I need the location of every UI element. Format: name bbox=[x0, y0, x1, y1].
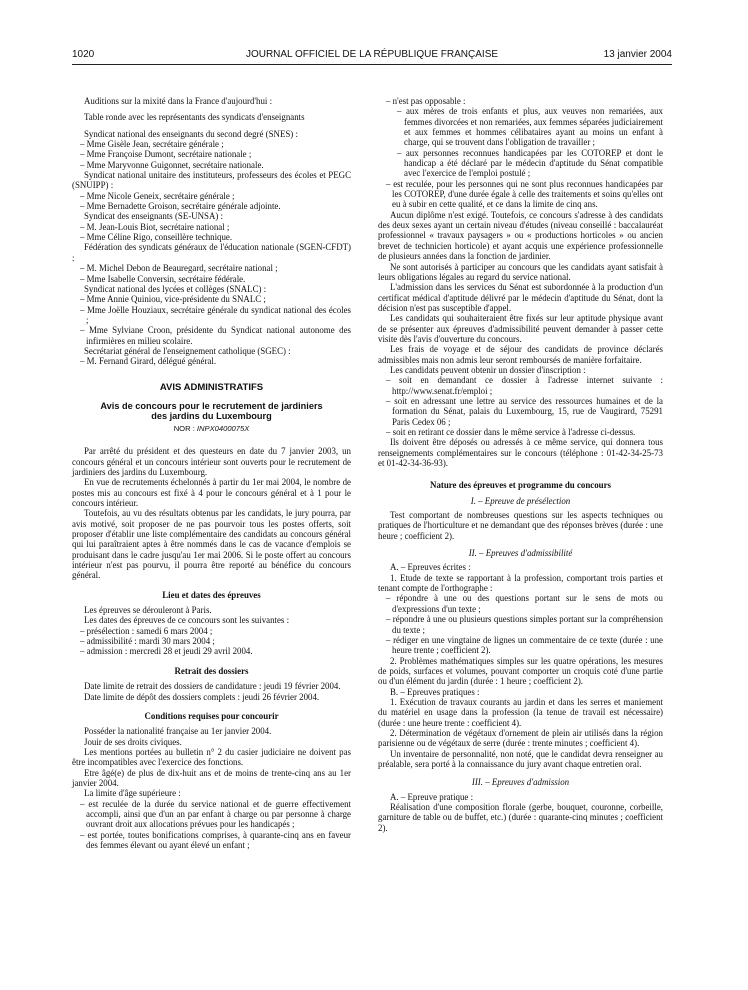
paragraph: Date limite de dépôt des dossiers complets : jeudi 26 février 2004. bbox=[84, 691, 320, 702]
list-item: – n'est pas opposable : bbox=[386, 96, 466, 106]
list-item: – Mme Céline Rigo, conseillère technique. bbox=[80, 232, 233, 243]
list-item: – M. Fernand Girard, délégué général. bbox=[80, 356, 217, 367]
issue-date: 13 janvier 2004 bbox=[603, 49, 672, 60]
list-item: – est reculée de la durée du service national et de guerre effectivement accompli, ainsi que d'un an par enfant à charge ou par personne à charge ouvrant droit aux allocations prévues pour les handicapés ; bbox=[80, 798, 351, 830]
paragraph: 2. Détermination de végétaux d'ornement de plein air utilisés dans la région parisienne ou de végétaux de serre (durée : trente minutes ; coefficient 4). bbox=[378, 727, 663, 749]
list-item: – Mme Joëlle Houziaux, secrétaire générale du syndicat national des écoles ; bbox=[80, 304, 351, 325]
list-item: – M. Jean-Louis Biot, secrétaire national ; bbox=[80, 221, 230, 232]
section-title: AVIS ADMINISTRATIFS bbox=[159, 381, 264, 393]
list-item: – soit en demandant ce dossier à l'adresse internet suivante : http://www.senat.fr/emploi ; bbox=[386, 375, 663, 396]
paragraph: Ils doivent être déposés ou adressés à ce même service, qui donnera tous renseignements complémentaires sur le concours (téléphone : 01-42-34-25-73 et 01-42-34-36-93). bbox=[378, 437, 663, 469]
paragraph: A. – Epreuves écrites : bbox=[390, 562, 471, 573]
section-heading: Retrait des dossiers bbox=[174, 665, 249, 676]
paragraph: Ne sont autorisés à participer au concours que les candidats ayant satisfait à leurs obligations légales au regard du service national. bbox=[378, 261, 663, 282]
subsection-heading: I. – Epreuve de présélection bbox=[470, 495, 571, 506]
paragraph: A. – Epreuve pratique : bbox=[390, 791, 474, 802]
section-heading: Conditions requises pour concourir bbox=[144, 710, 279, 721]
list-item: – Mme Gisèle Jean, secrétaire générale ; bbox=[80, 139, 224, 150]
paragraph: 1. Exécution de travaux courants au jardin et dans les serres et maniement du matériel en usage dans la profession (la tenue de travail est nécessaire) (durée : une heure trente : coefficient 4). bbox=[378, 696, 663, 728]
paragraph: Date limite de retrait des dossiers de candidature : jeudi 19 février 2004. bbox=[84, 681, 341, 692]
paragraph: Les candidats qui souhaiteraient être fixés sur leur aptitude physique avant de se présenter aux épreuves d'admissibilité peuvent demander à passer cette visite dès l'avis d'ouverture du concours. bbox=[378, 313, 663, 344]
nor-value: INPX0400075X bbox=[196, 423, 250, 433]
paragraph: Les candidats peuvent obtenir un dossier d'inscription : bbox=[390, 364, 586, 375]
paragraph: Toutefois, au vu des résultats obtenus par les candidats, le jury pourra, par avis motivé, soit proposer de ne pas pourvoir tous les postes offerts, soit proposer d'établir une liste complémentaire des candidats au concours général qui lui paraîtraient aptes à être nommés dans le cas de vacance d'emplois se produisant dans le cadre jusqu'au 1er mai 2006. Si le poste offert au concours intérieur n'est pas pourvu, il pourra être reporté au bénéfice du concours général. bbox=[72, 508, 351, 581]
paragraph: Un inventaire de personnalité, non noté, que le candidat devra renseigner au préalable, sera porté à la connaissance du jury avant chaque entretien oral. bbox=[378, 748, 663, 769]
list-item: – répondre à une ou plusieurs questions simples portant sur la compréhension du texte ; bbox=[386, 614, 663, 635]
paragraph: Les frais de voyage et de séjour des candidats de province déclarés admissibles mais non admis leur seront remboursés de manière forfaitaire. bbox=[378, 344, 663, 365]
union-heading: Secrétariat général de l'enseignement catholique (SGEC) : bbox=[84, 345, 291, 356]
sub-list-item: – aux personnes reconnues handicapées par les COTOREP et dont le handicap a été déclaré par le médecin d'aptitude du Sénat compatible avec l'exercice de l'emploi postulé ; bbox=[397, 147, 663, 179]
paragraph: Table ronde avec les représentants des syndicats d'enseignants bbox=[84, 112, 305, 123]
paragraph: La limite d'âge supérieure : bbox=[84, 788, 181, 799]
list-item: – soit en adressant une lettre au service des ressources humaines et de la formation du Sénat, palais du Luxembourg, 15, rue de Vaugirard, 75291 Paris Cedex 06 ; bbox=[386, 395, 663, 427]
list-item: – Mme Sylviane Croon, présidente du Syndicat national autonome des infirmières en milieu scolaire. bbox=[80, 325, 351, 346]
list-item: – soit en retirant ce dossier dans le même service à l'adresse ci-dessus. bbox=[386, 427, 636, 437]
right-column bbox=[378, 96, 663, 833]
paragraph: Test comportant de nombreuses questions sur les aspects techniques ou pratiques de l'horticulture et ne demandant que des réponses brèves (durée : une heure ; coefficient 2). bbox=[378, 510, 663, 541]
subsection-heading: II. – Epreuves d'admissibilité bbox=[468, 548, 573, 559]
list-item: – M. Michel Debon de Beauregard, secrétaire national ; bbox=[80, 263, 278, 274]
left-column bbox=[72, 96, 351, 850]
paragraph: Les mentions portées au bulletin n° 2 du casier judiciaire ne doivent pas être incompatibles avec l'exercice des fonctions. bbox=[72, 746, 351, 768]
union-heading: Fédération des syndicats généraux de l'éducation nationale (SGEN-CFDT) : bbox=[72, 242, 351, 263]
list-item: – Mme Françoise Dumont, secrétaire nationale ; bbox=[80, 149, 252, 160]
list-item: – présélection : samedi 6 mars 2004 ; bbox=[80, 625, 213, 636]
paragraph: En vue de recrutements échelonnés à partir du 1er mai 2004, le nombre de postes mis au concours est fixé à 4 pour le concours général et à 1 pour le concours intérieur. bbox=[72, 477, 351, 508]
list-item: – est reculée, pour les personnes qui ne sont plus reconnues handicapées par les COTOREP, d'une durée égale à celle des traitements et soins qu'elles ont eu à subir en cette qualité, et ce dans la limite de cinq ans. bbox=[386, 178, 663, 210]
paragraph: Posséder la nationalité française au 1er janvier 2004. bbox=[84, 726, 272, 737]
list-item: – Mme Bernadette Groison, secrétaire générale adjointe. bbox=[80, 201, 281, 212]
paragraph: Les dates des épreuves de ce concours sont les suivantes : bbox=[84, 615, 290, 626]
header-rule bbox=[72, 64, 672, 65]
paragraph: 1. Etude de texte se rapportant à la profession, comportant trois parties et tenant compte de l'orthographe : bbox=[378, 572, 663, 594]
list-item: – rédiger en une vingtaine de lignes un commentaire de ce texte (durée : une heure trente ; coefficient 2). bbox=[386, 634, 663, 656]
paragraph: Aucun diplôme n'est exigé. Toutefois, ce concours s'adresse à des candidats des deux sexes ayant un certain niveau d'études (niveau conseillé : baccalauréat professionnel « travaux paysagers » ou « productions horticoles » ou ancien brevet de technicien horticole) et ayant acquis une expérience professionnelle de plusieurs années dans la fonction de jardinier. bbox=[378, 209, 663, 262]
paragraph: Auditions sur la mixité dans la France d'aujourd'hui : bbox=[84, 96, 273, 106]
sub-list-item: – aux mères de trois enfants et plus, aux veuves non remariées, aux femmes divorcées et non remariées, aux femmes séparées judiciairement et aux femmes et hommes célibataires ayant au moins un enfant à charge, qui se trouvent dans l'obligation de travailler ; bbox=[397, 106, 663, 148]
paragraph: L'admission dans les services du Sénat est subordonnée à la production d'un certificat médical d'aptitude délivré par le médecin d'aptitude du Sénat, dont la décision n'est pas susceptible d'appel. bbox=[378, 282, 663, 313]
nor-reference bbox=[72, 424, 351, 434]
list-item: – est portée, toutes bonifications comprises, à quarante-cinq ans en faveur des femmes élevant ou ayant élevé un enfant ; bbox=[80, 829, 351, 850]
page-number: 1020 bbox=[72, 49, 95, 60]
paragraph: Par arrêté du président et des questeurs en date du 7 janvier 2003, un concours général et un concours intérieur sont ouverts pour le recrutement de jardiniers des jardins du Luxembourg. bbox=[72, 446, 351, 477]
list-item: – Mme Isabelle Conversin, secrétaire fédérale. bbox=[80, 273, 246, 284]
paragraph: Etre âgé(e) de plus de dix-huit ans et de moins de trente-cinq ans au 1er janvier 2004. bbox=[72, 767, 351, 788]
list-item: – Mme Annie Quiniou, vice-présidente du SNALC ; bbox=[80, 294, 266, 305]
union-heading: Syndicat national des lycées et collèges (SNALC) : bbox=[84, 283, 267, 294]
page-header bbox=[72, 49, 672, 63]
union-heading: Syndicat national unitaire des instituteurs, professeurs des écoles et PEGC (SNUIPP) : bbox=[72, 170, 351, 191]
paragraph: Jouir de ses droits civiques. bbox=[84, 736, 182, 747]
notice-title: Avis de concours pour le recrutement de jardiniers des jardins du Luxembourg bbox=[100, 400, 323, 422]
paragraph: B. – Epreuves pratiques : bbox=[390, 686, 480, 697]
list-item: – admissibilité : mardi 30 mars 2004 ; bbox=[80, 636, 215, 647]
paragraph: 2. Problèmes mathématiques simples sur les quatre opérations, les mesures de poids, surfaces et volumes, pouvant comporter un croquis coté d'une partie ou d'un élément du jardin (durée : 1 heure ; coefficient 2). bbox=[378, 655, 663, 687]
paragraph: Les épreuves se dérouleront à Paris. bbox=[84, 605, 212, 616]
list-item: – Mme Maryvonne Guigonnet, secrétaire nationale. bbox=[80, 159, 264, 170]
journal-title: JOURNAL OFFICIEL DE LA RÉPUBLIQUE FRANÇAISE bbox=[245, 49, 499, 60]
paragraph: Réalisation d'une composition florale (gerbe, bouquet, couronne, corbeille, garniture de table ou de buffet, etc.) (durée : quarante-cinq minutes ; coefficient 2). bbox=[378, 802, 663, 833]
subsection-heading: III. – Epreuves d'admission bbox=[471, 777, 570, 788]
union-heading: Syndicat des enseignants (SE-UNSA) : bbox=[84, 211, 224, 222]
list-item: – répondre à une ou des questions portant sur le sens de mots ou d'expressions d'un texte ; bbox=[386, 593, 663, 614]
list-item: – Mme Nicole Geneix, secrétaire générale ; bbox=[80, 190, 235, 201]
union-heading: Syndicat national des enseignants du second degré (SNES) : bbox=[84, 128, 298, 139]
section-heading: Lieu et dates des épreuves bbox=[162, 589, 261, 600]
nor-label: NOR : bbox=[173, 423, 197, 433]
list-item: – admission : mercredi 28 et jeudi 29 avril 2004. bbox=[80, 646, 253, 657]
section-heading: Nature des épreuves et programme du concours bbox=[430, 480, 611, 491]
